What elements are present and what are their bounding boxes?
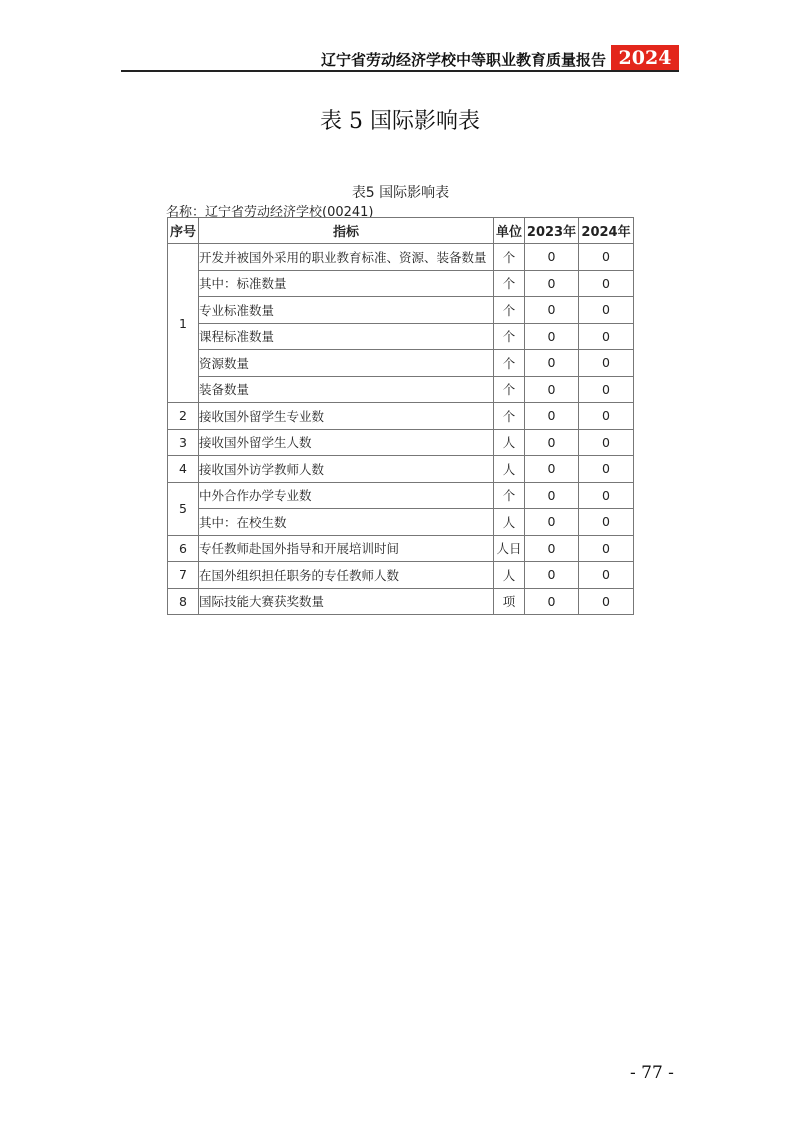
table-caption: 表5 国际影响表 (351, 185, 450, 201)
row-indicator: 专任教师赴国外指导和开展培训时间 (199, 535, 494, 562)
row-2023: 0 (525, 509, 579, 536)
row-2023: 0 (525, 244, 579, 271)
row-no: 3 (168, 429, 199, 456)
header-indicator: 指标 (199, 218, 494, 244)
row-2024: 0 (579, 297, 634, 324)
row-indicator: 接收国外访学教师人数 (199, 456, 494, 483)
row-2024: 0 (579, 270, 634, 297)
row-indicator: 中外合作办学专业数 (199, 482, 494, 509)
row-no: 7 (168, 562, 199, 589)
row-unit: 人 (494, 562, 525, 589)
row-unit: 人日 (494, 535, 525, 562)
row-indicator: 资源数量 (199, 350, 494, 377)
header-no: 序号 (168, 218, 199, 244)
row-2023: 0 (525, 403, 579, 430)
header-rule (121, 70, 679, 72)
row-2023: 0 (525, 588, 579, 615)
row-2024: 0 (579, 509, 634, 536)
row-2024: 0 (579, 562, 634, 589)
table-row (168, 482, 634, 509)
row-unit: 个 (494, 482, 525, 509)
row-indicator: 接收国外留学生人数 (199, 429, 494, 456)
table-row (168, 350, 634, 377)
header-2023: 2023年 (525, 218, 579, 244)
school-name: 名称：辽宁省劳动经济学校(00241) (166, 205, 374, 220)
row-indicator: 在国外组织担任职务的专任教师人数 (199, 562, 494, 589)
row-unit: 个 (494, 376, 525, 403)
row-unit: 个 (494, 403, 525, 430)
row-unit: 人 (494, 429, 525, 456)
row-2023: 0 (525, 297, 579, 324)
row-indicator: 其中：标准数量 (199, 270, 494, 297)
row-indicator: 其中：在校生数 (199, 509, 494, 536)
table-row (168, 297, 634, 324)
row-2023: 0 (525, 562, 579, 589)
row-no: 1 (168, 244, 199, 403)
row-2023: 0 (525, 350, 579, 377)
table-row (168, 244, 634, 271)
row-2024: 0 (579, 323, 634, 350)
row-2024: 0 (579, 429, 634, 456)
table-row (168, 323, 634, 350)
table-row (168, 562, 634, 589)
table-row (168, 456, 634, 483)
row-no: 5 (168, 482, 199, 535)
header-title: 辽宁省劳动经济学校中等职业教育质量报告 (320, 51, 606, 69)
row-2023: 0 (525, 323, 579, 350)
row-2024: 0 (579, 376, 634, 403)
table-row (168, 535, 634, 562)
row-no: 2 (168, 403, 199, 430)
row-indicator: 课程标准数量 (199, 323, 494, 350)
row-2024: 0 (579, 535, 634, 562)
header-unit: 单位 (494, 218, 525, 244)
row-unit: 个 (494, 350, 525, 377)
row-2023: 0 (525, 482, 579, 509)
table-row (168, 588, 634, 615)
table-row (168, 429, 634, 456)
page-title: 表 5 国际影响表 (320, 109, 480, 134)
row-unit: 个 (494, 270, 525, 297)
table-header-row (168, 218, 634, 244)
row-unit: 人 (494, 509, 525, 536)
row-unit: 个 (494, 297, 525, 324)
row-2024: 0 (579, 456, 634, 483)
page-number: - 77 - (630, 1063, 674, 1083)
table-row (168, 270, 634, 297)
row-indicator: 开发并被国外采用的职业教育标准、资源、装备数量 (199, 244, 494, 271)
row-2023: 0 (525, 270, 579, 297)
row-2024: 0 (579, 244, 634, 271)
row-indicator: 装备数量 (199, 376, 494, 403)
year-badge: 2024 (611, 45, 679, 71)
row-2024: 0 (579, 350, 634, 377)
table-row (168, 376, 634, 403)
row-unit: 个 (494, 244, 525, 271)
row-indicator: 国际技能大赛获奖数量 (199, 588, 494, 615)
row-indicator: 接收国外留学生专业数 (199, 403, 494, 430)
row-no: 6 (168, 535, 199, 562)
row-2024: 0 (579, 482, 634, 509)
row-2023: 0 (525, 535, 579, 562)
header-2024: 2024年 (579, 218, 634, 244)
row-unit: 人 (494, 456, 525, 483)
row-2024: 0 (579, 588, 634, 615)
international-influence-table (167, 217, 634, 615)
table-row (168, 509, 634, 536)
row-2024: 0 (579, 403, 634, 430)
row-indicator: 专业标准数量 (199, 297, 494, 324)
table-row (168, 403, 634, 430)
row-2023: 0 (525, 429, 579, 456)
row-2023: 0 (525, 456, 579, 483)
row-2023: 0 (525, 376, 579, 403)
row-unit: 项 (494, 588, 525, 615)
row-unit: 个 (494, 323, 525, 350)
row-no: 8 (168, 588, 199, 615)
row-no: 4 (168, 456, 199, 483)
